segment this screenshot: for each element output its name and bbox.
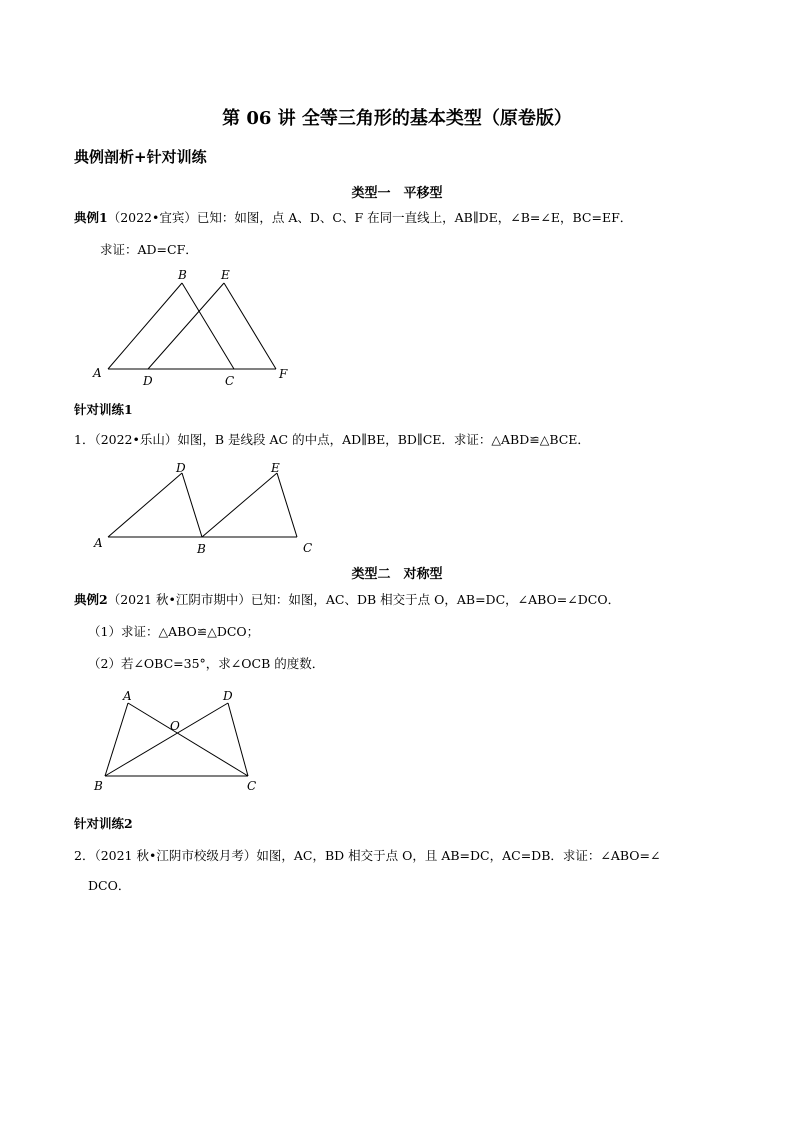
- training2-line2: DCO．: [88, 878, 131, 893]
- fig1-label-b: B: [178, 268, 187, 282]
- fig1-label-c: C: [225, 374, 235, 388]
- example2: [74, 590, 620, 608]
- example1-label: 典例1: [74, 210, 108, 225]
- fig2-label-d: D: [176, 461, 186, 475]
- example2-q2: （2）若∠OBC=35°，求∠OCB 的度数．: [88, 656, 325, 671]
- example2-label: 典例2: [74, 592, 108, 607]
- fig2-label-c: C: [303, 541, 313, 555]
- figure-2-translation: [90, 458, 330, 558]
- training2-heading: 针对训练2: [74, 816, 133, 831]
- fig3-label-a: A: [123, 689, 132, 703]
- type2-heading: 类型二 对称型: [351, 567, 443, 582]
- fig3-label-d: D: [223, 689, 233, 703]
- figure-3-symmetry: [90, 684, 270, 796]
- fig1-label-a: A: [93, 366, 102, 380]
- training1-text: 1．（2022•乐山）如图，B 是线段 AC 的中点，AD∥BE，BD∥CE．求证：△ABD≌△BCE．: [74, 432, 590, 447]
- page-title: 第 06 讲 全等三角形的基本类型（原卷版）: [222, 108, 572, 129]
- example1: [74, 208, 632, 226]
- fig3-label-b: B: [94, 779, 103, 793]
- section-heading: 典例剖析+针对训练: [74, 148, 207, 166]
- fig1-label-e: E: [221, 268, 230, 282]
- example2-q1: （1）求证：△ABO≌△DCO；: [88, 624, 260, 639]
- example1-text: （2022•宜宾）已知：如图，点 A、D、C、F 在同一直线上，AB∥DE，∠B=∠E，BC=EF．: [107, 210, 633, 225]
- fig3-label-c: C: [247, 779, 257, 793]
- fig3-label-o: O: [170, 719, 180, 733]
- fig2-label-e: E: [271, 461, 280, 475]
- training1-heading: 针对训练1: [74, 402, 133, 417]
- fig2-label-b: B: [197, 542, 206, 556]
- example2-text: （2021 秋•江阴市期中）已知：如图，AC、DB 相交于点 O，AB=DC，∠ABO=∠DCO．: [107, 592, 621, 607]
- fig1-label-d: D: [143, 374, 153, 388]
- fig2-label-a: A: [94, 536, 103, 550]
- fig1-label-f: F: [279, 367, 288, 381]
- figure-1-translation: [90, 266, 310, 390]
- type1-heading: 类型一 平移型: [351, 186, 443, 201]
- example1-prove: 求证：AD=CF．: [100, 242, 198, 257]
- training2-line1: 2．（2021 秋•江阴市校级月考）如图，AC，BD 相交于点 O，且 AB=DC，AC=DB．求证：∠ABO=∠: [74, 848, 661, 863]
